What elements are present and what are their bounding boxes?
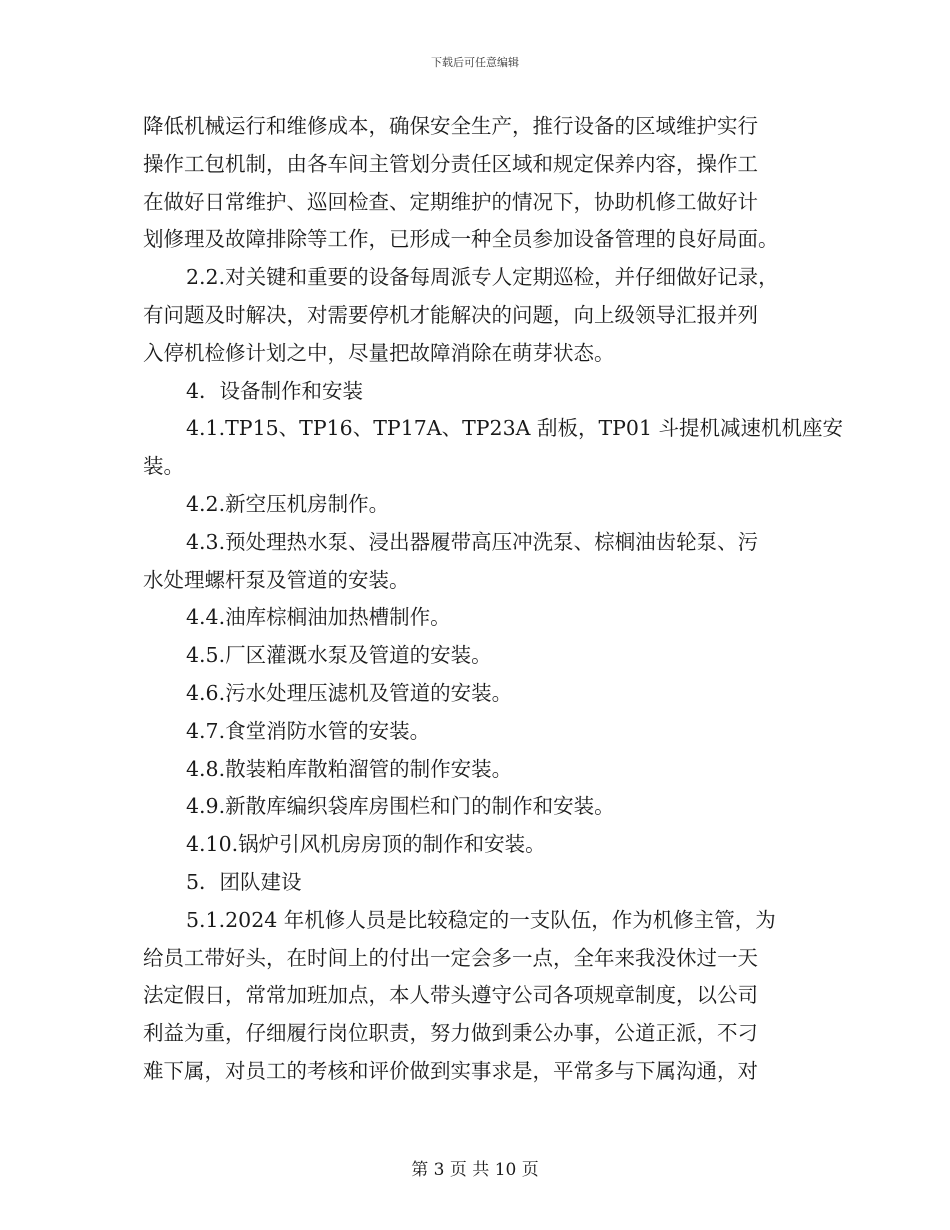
text-line: 4.3.预处理热水泵、浸出器履带高压冲洗泵、棕榈油齿轮泵、污 — [186, 529, 759, 554]
text-line: 4.2.新空压机房制作。 — [186, 491, 390, 516]
text-line: 装。 — [143, 454, 184, 479]
page-header: 下载后可任意编辑 — [431, 56, 519, 69]
document-body — [143, 108, 844, 1091]
text-line: 4.5.厂区灌溉水泵及管道的安装。 — [186, 643, 492, 668]
text-line: 法定假日，常常加班加点，本人带头遵守公司各项规章制度，以公司 — [143, 983, 758, 1008]
text-line: 4.1.TP15、TP16、TP17A、TP23A 刮板，TP01 斗提机减速机机座安 — [186, 416, 844, 441]
text-line: 在做好日常维护、巡回检查、定期维护的情况下，协助机修工做好计 — [143, 189, 758, 214]
text-line: 入停机检修计划之中，尽量把故障消除在萌芽状态。 — [143, 340, 615, 365]
text-line: 4.7.食堂消防水管的安装。 — [186, 718, 431, 743]
text-line: 有问题及时解决，对需要停机才能解决的问题，向上级领导汇报并列 — [143, 302, 758, 327]
text-line: 4．设备制作和安装 — [186, 378, 364, 403]
text-line: 4.10.锅炉引风机房房顶的制作和安装。 — [186, 832, 546, 857]
text-line: 难下属，对员工的考核和评价做到实事求是，平常多与下属沟通，对 — [143, 1058, 758, 1083]
text-line: 水处理螺杆泵及管道的安装。 — [143, 567, 410, 592]
text-line: 降低机械运行和维修成本，确保安全生产，推行设备的区域维护实行 — [143, 114, 758, 138]
text-line: 5．团队建设 — [186, 869, 302, 894]
page-footer: 第 3 页 共 10 页 — [411, 1160, 539, 1180]
text-line: 利益为重，仔细履行岗位职责，努力做到秉公办事，公道正派，不刁 — [143, 1021, 758, 1046]
text-line: 4.6.污水处理压滤机及管道的安装。 — [186, 680, 513, 705]
text-line: 划修理及故障排除等工作，已形成一种全员参加设备管理的良好局面。 — [143, 227, 779, 252]
text-line: 4.8.散装粕库散粕溜管的制作安装。 — [186, 756, 513, 781]
text-line: 给员工带好头，在时间上的付出一定会多一点，全年来我没休过一天 — [143, 945, 758, 970]
text-line: 2.2.对关键和重要的设备每周派专人定期巡检，并仔细做好记录， — [186, 265, 779, 290]
text-line: 5.1.2024 年机修人员是比较稳定的一支队伍，作为机修主管，为 — [186, 907, 776, 932]
text-line: 4.9.新散库编织袋库房围栏和门的制作和安装。 — [186, 794, 615, 819]
text-line: 4.4.油库棕榈油加热槽制作。 — [186, 605, 451, 630]
text-line: 操作工包机制，由各车间主管划分责任区域和规定保养内容，操作工 — [143, 151, 758, 176]
